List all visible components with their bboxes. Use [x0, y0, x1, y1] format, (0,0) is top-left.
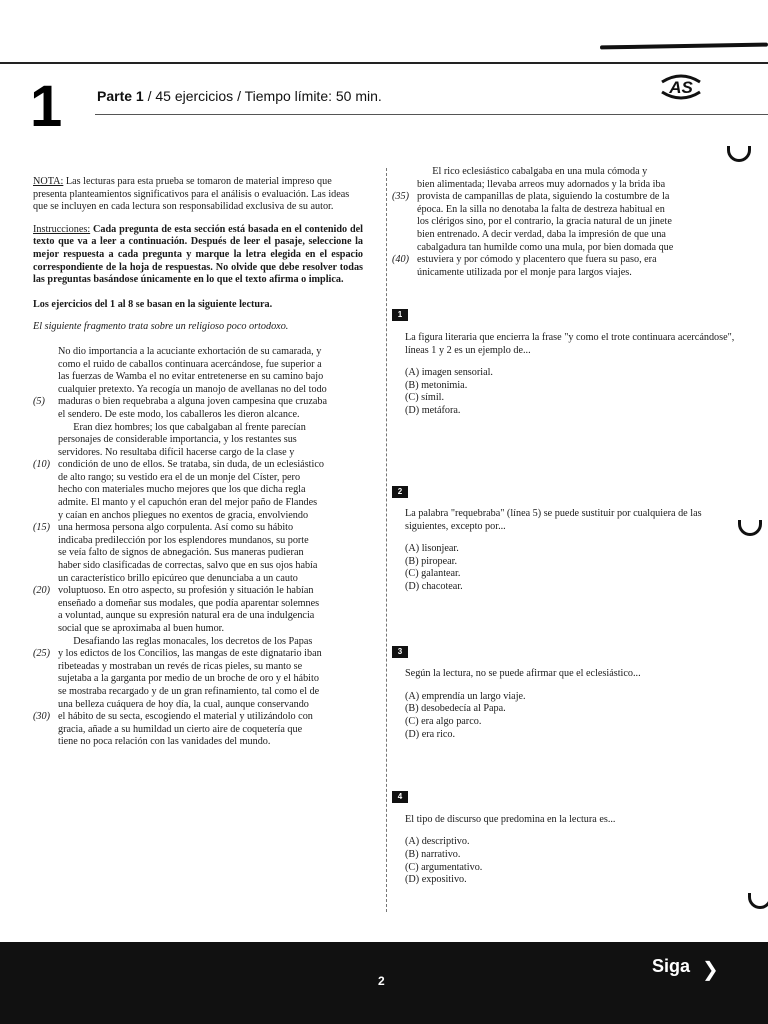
- answer-options: [405, 367, 742, 417]
- passage-line: [33, 459, 363, 472]
- line-text: sujetaba a la garganta por medio de un broche de oro y el hábito: [58, 673, 319, 685]
- question-number-badge: 1: [392, 309, 408, 321]
- question-number-badge: 3: [392, 646, 408, 658]
- line-text: servidores. No resultaba difícil hacerse cargo de la clase y: [58, 446, 295, 458]
- passage-line: [58, 497, 363, 510]
- line-text: cabalgadura tan humilde como una mula, por bien domada que: [417, 241, 674, 253]
- line-number: (10): [33, 459, 50, 471]
- passage-line: [392, 191, 742, 204]
- line-text: social que se aproximaba al buen humor.: [58, 623, 225, 634]
- line-text: provista de campanillas de plata, siguiendo la costumbre de la: [417, 191, 670, 203]
- line-number: (35): [392, 191, 409, 203]
- line-text: No dio importancia a la acuciante exhortación de su camarada, y: [58, 345, 322, 357]
- chevron-right-icon[interactable]: ❯: [702, 957, 719, 981]
- line-text: las fuerzas de Wamba el no evitar entretenerse en su camino bajo: [58, 371, 324, 383]
- passage-line: [58, 636, 363, 649]
- passage-line: [58, 573, 363, 586]
- answer-options: [405, 836, 742, 886]
- answer-option[interactable]: (A) imagen sensorial.: [405, 367, 493, 379]
- passage-line: [417, 166, 742, 179]
- header-rule: [95, 114, 768, 115]
- passage-line: [58, 472, 363, 485]
- passage-line: [58, 359, 363, 372]
- column-divider: [386, 168, 387, 912]
- answer-option[interactable]: (D) expositivo.: [405, 874, 467, 886]
- scan-edge-line: [0, 62, 768, 64]
- scan-edge-mark: [600, 43, 768, 50]
- answer-option[interactable]: (B) desobedecía al Papa.: [405, 703, 506, 715]
- answer-option[interactable]: (C) símil.: [405, 392, 445, 404]
- passage-line: [58, 535, 363, 548]
- passage-line: [58, 699, 363, 712]
- line-text: se veía falto de signos de abnegación. Sus maneras pudieran: [58, 547, 304, 559]
- question-4: [392, 791, 742, 887]
- question-number-badge: 2: [392, 486, 408, 498]
- line-number: (20): [33, 585, 50, 597]
- line-text: cualquier pretexto. Ya recogía un manojo de avellanas no del todo: [58, 383, 327, 395]
- answer-options: [405, 543, 742, 593]
- passage-line: [58, 447, 363, 460]
- line-text: admite. El manto y el capuchón eran del mejor paño de Flandes: [58, 497, 318, 509]
- line-text: ribeteadas y mostraban un revés de ricas pieles, su manto se: [58, 660, 303, 672]
- passage-line: [58, 673, 363, 686]
- passage-line: [33, 522, 363, 535]
- line-text: voluptuoso. En otro aspecto, su profesión y situación le habían: [58, 585, 314, 597]
- answer-option[interactable]: (B) piropear.: [405, 555, 458, 567]
- line-text: Desafiando las reglas monacales, los decretos de los Papas: [58, 635, 313, 647]
- answer-option[interactable]: (D) era rico.: [405, 728, 456, 740]
- line-text: El rico eclesiástico cabalgaba en una mula cómoda y: [417, 166, 648, 177]
- note-text: Las lecturas para esta prueba se tomaron de material impreso que presenta planteamientos significativos para el análisis o evaluación. Las ideas que se incluyen en cada lectura son responsabilidad exclusiva de su autor.: [33, 176, 350, 213]
- line-text: haber sido clasificadas de correctas, salvo que en sus ojos había: [58, 560, 318, 572]
- line-text: Eran diez hombres; los que cabalgaban al frente parecían: [58, 421, 306, 433]
- passage-line: [33, 711, 363, 724]
- passage-line: [417, 179, 742, 192]
- passage-line: [58, 736, 363, 749]
- note: [33, 176, 363, 214]
- note-label: NOTA:: [33, 176, 64, 187]
- passage-line: [33, 648, 363, 661]
- line-number: (15): [33, 522, 50, 534]
- passage-line: [58, 371, 363, 384]
- next-label[interactable]: Siga: [652, 956, 691, 976]
- passage-line: [58, 346, 363, 359]
- question-2: [392, 486, 742, 594]
- passage-line: [33, 396, 363, 409]
- question-1: [392, 309, 742, 417]
- line-number: (40): [392, 254, 409, 266]
- line-text: el sendero. De este modo, los caballeros les dieron alcance.: [58, 408, 300, 420]
- line-text: una hermosa persona algo corpulenta. Así como su hábito: [58, 522, 294, 534]
- question-text: Según la lectura, no se puede afirmar que el eclesiástico...: [405, 668, 641, 680]
- passage-line: [58, 598, 363, 611]
- line-text: únicamente utilizada por el monje para largos viajes.: [417, 266, 632, 278]
- answer-option[interactable]: (D) chacotear.: [405, 581, 463, 593]
- passage-line: [58, 686, 363, 699]
- punch-hole: [748, 893, 768, 909]
- instructions-text: Cada pregunta de esta sección está basada en el contenido del texto que va a leer a continuación. Después de leer el pasaje, seleccione la mejor respuesta a cada pregunta y marque la letra elegida en el espacio correspondiente de la hoja de respuestas. No olvide que debe resolver todas las preguntas basándose únicamente en lo que el texto afirma o implica.: [33, 223, 363, 286]
- passage-line: [58, 384, 363, 397]
- line-text: y caían en anchos pliegues no exentos de gracia, envolviendo: [58, 509, 309, 521]
- passage-line: [417, 229, 742, 242]
- logo-text: AS: [669, 78, 693, 97]
- line-text: una belleza cuáquera de hoy día, la cual, aunque conservando: [58, 698, 309, 710]
- question-text: La figura literaria que encierra la frase "y como el trote continuara acercándose", líneas 1 y 2 es un ejemplo de...: [405, 331, 735, 356]
- answer-option[interactable]: (B) narrativo.: [405, 849, 461, 860]
- line-text: estuviera y por cómodo y placentero que fuera su paso, era: [417, 254, 657, 266]
- left-column: [33, 176, 363, 749]
- part-number: 1: [30, 74, 63, 139]
- question-text: La palabra "requebraba" (línea 5) se puede sustituir por cualquiera de las siguientes, excepto por...: [405, 508, 702, 532]
- line-text: y los edictos de los Concilios, las mangas de este dignatario iban: [58, 648, 322, 660]
- answer-option[interactable]: (B) metonimia.: [405, 379, 468, 391]
- line-text: tiene no poca relación con las vanidades del mundo.: [58, 736, 271, 748]
- passage-line: [58, 724, 363, 737]
- answer-option[interactable]: (A) emprendía un largo viaje.: [405, 690, 526, 702]
- line-text: se mostraba recargado y de un gran refinamiento, tal como el de: [58, 685, 320, 697]
- passage-right: [392, 166, 742, 279]
- line-text: bien alimentada; llevaba arreos muy adornados y la brida iba: [417, 178, 666, 190]
- passage-line: [417, 204, 742, 217]
- passage-line: [58, 623, 363, 636]
- page-number: 2: [378, 974, 385, 988]
- line-number: (30): [33, 711, 50, 723]
- passage-line: [58, 661, 363, 674]
- instructions: [33, 224, 363, 287]
- punch-hole: [727, 146, 751, 162]
- passage-line: [58, 610, 363, 623]
- passage-line: [58, 484, 363, 497]
- question-text: El tipo de discurso que predomina en la lectura es...: [405, 813, 616, 825]
- line-text: enseñado a domeñar sus modales, que podía aparentar solemnes: [58, 597, 320, 609]
- passage-intro: El siguiente fragmento trata sobre un religioso poco ortodoxo.: [33, 321, 289, 333]
- answer-option[interactable]: (A) lisonjear.: [405, 543, 459, 555]
- answer-option[interactable]: (C) era algo parco.: [405, 716, 482, 728]
- line-text: indicaba predilección por los esplendores mundanos, su porte: [58, 534, 309, 546]
- line-text: el hábito de su secta, escogiendo el material y utilizándolo con: [58, 711, 313, 723]
- passage-line: [417, 267, 742, 280]
- line-text: época. En la silla no denotaba la falta de destreza habitual en: [417, 203, 665, 215]
- line-text: personajes de considerable importancia, y los restantes sus: [58, 434, 297, 446]
- passage-line: [58, 547, 363, 560]
- line-text: un característico brillo epicúreo que denunciaba a un cauto: [58, 572, 298, 584]
- passage-line: [58, 434, 363, 447]
- exercises-heading: Los ejercicios del 1 al 8 se basan en la siguiente lectura.: [33, 298, 273, 310]
- questions: [392, 309, 742, 886]
- passage-line: [33, 585, 363, 598]
- line-text: maduras o bien requebraba a alguna joven campesina que cruzaba: [58, 396, 327, 408]
- passage-line: [58, 560, 363, 573]
- line-text: de alto rango; su vestido era el de un monje del Císter, pero: [58, 471, 301, 483]
- line-text: bien entrenado. A decir verdad, daba la impresión de que una: [417, 228, 666, 240]
- line-text: los clérigos sino, por el contrario, la gracia natural de un jinete: [417, 216, 672, 228]
- passage-line: [417, 242, 742, 255]
- question-3: [392, 646, 742, 742]
- answer-option[interactable]: (C) galantear.: [405, 568, 461, 580]
- part-label: Parte 1: [97, 88, 144, 104]
- passage-line: [392, 254, 742, 267]
- passage-line: [58, 510, 363, 523]
- right-column: [392, 166, 742, 887]
- line-text: gracia, añade a su humildad un cierto aire de coquetería que: [58, 723, 303, 735]
- passage-left: [33, 346, 363, 749]
- line-text: condición de uno de ellos. Se trataba, sin duda, de un eclesiástico: [58, 459, 324, 471]
- answer-options: [405, 691, 742, 741]
- as-logo: [658, 68, 704, 104]
- question-number-badge: 4: [392, 791, 408, 803]
- passage-line: [417, 216, 742, 229]
- part-title: [97, 88, 382, 104]
- answer-option[interactable]: (D) metáfora.: [405, 404, 461, 416]
- line-text: a voluntad, aunque su expresión natural era de una indulgencia: [58, 610, 315, 622]
- passage-line: [58, 409, 363, 422]
- answer-option[interactable]: (A) descriptivo.: [405, 836, 470, 848]
- part-subtitle: / 45 ejercicios / Tiempo límite: 50 min.: [143, 88, 382, 104]
- line-number: (25): [33, 648, 50, 660]
- line-number: (5): [33, 396, 45, 408]
- passage-line: [58, 422, 363, 435]
- line-text: hecho con materiales mucho mejores que los que dicha regla: [58, 484, 306, 496]
- line-text: como el ruido de caballos continuara acercándose, fue superior a: [58, 358, 322, 370]
- instructions-label: Instrucciones:: [33, 223, 91, 235]
- answer-option[interactable]: (C) argumentativo.: [405, 861, 483, 873]
